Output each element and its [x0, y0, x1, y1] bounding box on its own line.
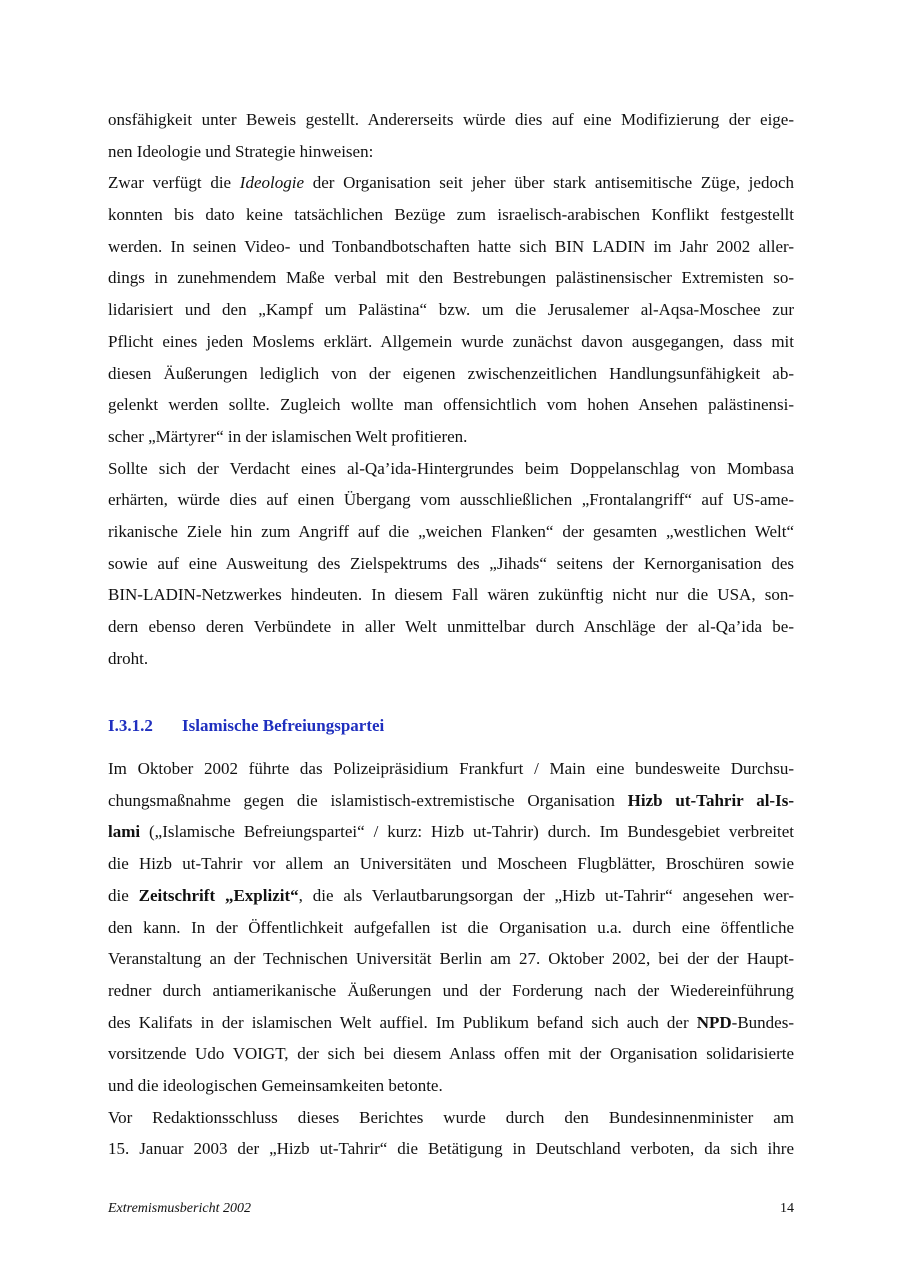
text-line: rikanische Ziele hin zum Angriff auf die „weichen Flanken“ der gesamten „westlichen Welt“	[108, 521, 794, 541]
text-line: erhärten, würde dies auf einen Übergang vom ausschließlichen „Frontalangriff“ auf US-ame-	[108, 490, 794, 510]
text-line: 15. Januar 2003 der „Hizb ut-Tahrir“ die Betätigung in Deutschland verboten, da sich ihre	[108, 1139, 794, 1159]
page-body	[108, 104, 794, 1165]
section-spacer	[108, 674, 794, 710]
text-line: chungsmaßnahme gegen die islamistisch-extremistische Organisation Hizb ut-Tahrir al-Is-	[108, 790, 794, 810]
bold-term: Zeitschrift „Explizit“	[138, 885, 299, 905]
text-line: lidarisiert und den „Kampf um Palästina“ bzw. um die Jerusalemer al-Aqsa-Moschee zur	[108, 300, 794, 320]
text-line: konnten bis dato keine tatsächlichen Bezüge zum israelisch-arabischen Konflikt festgestellt	[108, 205, 794, 225]
bold-term: lami	[108, 822, 141, 842]
text-line: redner durch antiamerikanische Äußerungen und der Forderung nach der Wiedereinführung	[108, 980, 794, 1000]
text-line: dern ebenso deren Verbündete in aller Welt unmittelbar durch Anschläge der al-Qa’ida be-	[108, 617, 794, 636]
text-line: den kann. In der Öffentlichkeit aufgefallen ist die Organisation u.a. durch eine öffentliche	[108, 917, 794, 937]
text-line: werden. In seinen Video- und Tonbandbotschaften hatte sich BIN LADIN im Jahr 2002 aller-	[108, 236, 794, 256]
section-heading	[108, 710, 794, 742]
text-line: diesen Äußerungen lediglich von der eigenen zwischenzeitlichen Handlungsunfähigkeit ab-	[108, 363, 794, 383]
italic-term: Ideologie	[239, 173, 304, 193]
text-line: gelenkt werden sollte. Zugleich wollte man offensichtlich vom hohen Ansehen palästinensi-	[108, 395, 794, 415]
text-line: BIN-LADIN-Netzwerkes hindeuten. In diesem Fall wären zukünftig nicht nur die USA, son-	[108, 585, 794, 605]
bold-term: NPD	[696, 1012, 732, 1032]
text-line: die Hizb ut-Tahrir vor allem an Universitäten und Moscheen Flugblätter, Broschüren sowie	[108, 854, 794, 874]
text-line: Vor Redaktionsschluss dieses Berichtes wurde durch den Bundesinnenminister am	[108, 1107, 794, 1127]
bold-term: Hizb ut-Tahrir al-Is-	[627, 790, 794, 810]
text-line: Veranstaltung an der Technischen Universität Berlin am 27. Oktober 2002, bei der der Haupt-	[108, 949, 794, 969]
text-line: dings in zunehmendem Maße verbal mit den Bestrebungen palästinensischer Extremisten so-	[108, 268, 794, 288]
section-title: Islamische Befreiungspartei	[182, 716, 385, 736]
section-number: I.3.1.2	[108, 716, 153, 736]
text-line: Zwar verfügt die Ideologie der Organisation seit jeher über stark antisemitische Züge, jedoch	[108, 173, 794, 193]
text-line: sowie auf eine Ausweitung des Zielspektrums des „Jihads“ seitens der Kernorganisation des	[108, 553, 794, 573]
text-line: Pflicht eines jeden Moslems erklärt. Allgemein wurde zunächst davon ausgegangen, dass mit	[108, 331, 794, 351]
text-line: vorsitzende Udo VOIGT, der sich bei diesem Anlass offen mit der Organisation solidarisierte	[108, 1044, 794, 1064]
text-line: die Zeitschrift „Explizit“, die als Verlautbarungsorgan der „Hizb ut-Tahrir“ angesehen wer-	[108, 885, 794, 905]
page-footer	[108, 1199, 794, 1219]
text-line: droht.	[108, 648, 149, 668]
page-number: 14	[780, 1201, 794, 1216]
text-line: und die ideologischen Gemeinsamkeiten betonte.	[108, 1075, 443, 1095]
footer-title: Extremismusbericht 2002	[108, 1201, 251, 1216]
text-line: onsfähigkeit unter Beweis gestellt. Andererseits würde dies auf eine Modifizierung der eige-	[108, 110, 794, 129]
text-line: Sollte sich der Verdacht eines al-Qa’ida-Hintergrundes beim Doppelanschlag von Mombasa	[108, 458, 794, 478]
text-line: lami („Islamische Befreiungspartei“ / kurz: Hizb ut-Tahrir) durch. Im Bundesgebiet verbreitet	[108, 822, 794, 842]
heading-spacer	[108, 742, 794, 753]
text-line: des Kalifats in der islamischen Welt auffiel. Im Publikum befand sich auch der NPD-Bundes-	[108, 1012, 794, 1032]
text-line: scher „Märtyrer“ in der islamischen Welt profitieren.	[108, 426, 468, 446]
text-line: nen Ideologie und Strategie hinweisen:	[108, 141, 374, 161]
text-line: Im Oktober 2002 führte das Polizeipräsidium Frankfurt / Main eine bundesweite Durchsu-	[108, 759, 794, 779]
